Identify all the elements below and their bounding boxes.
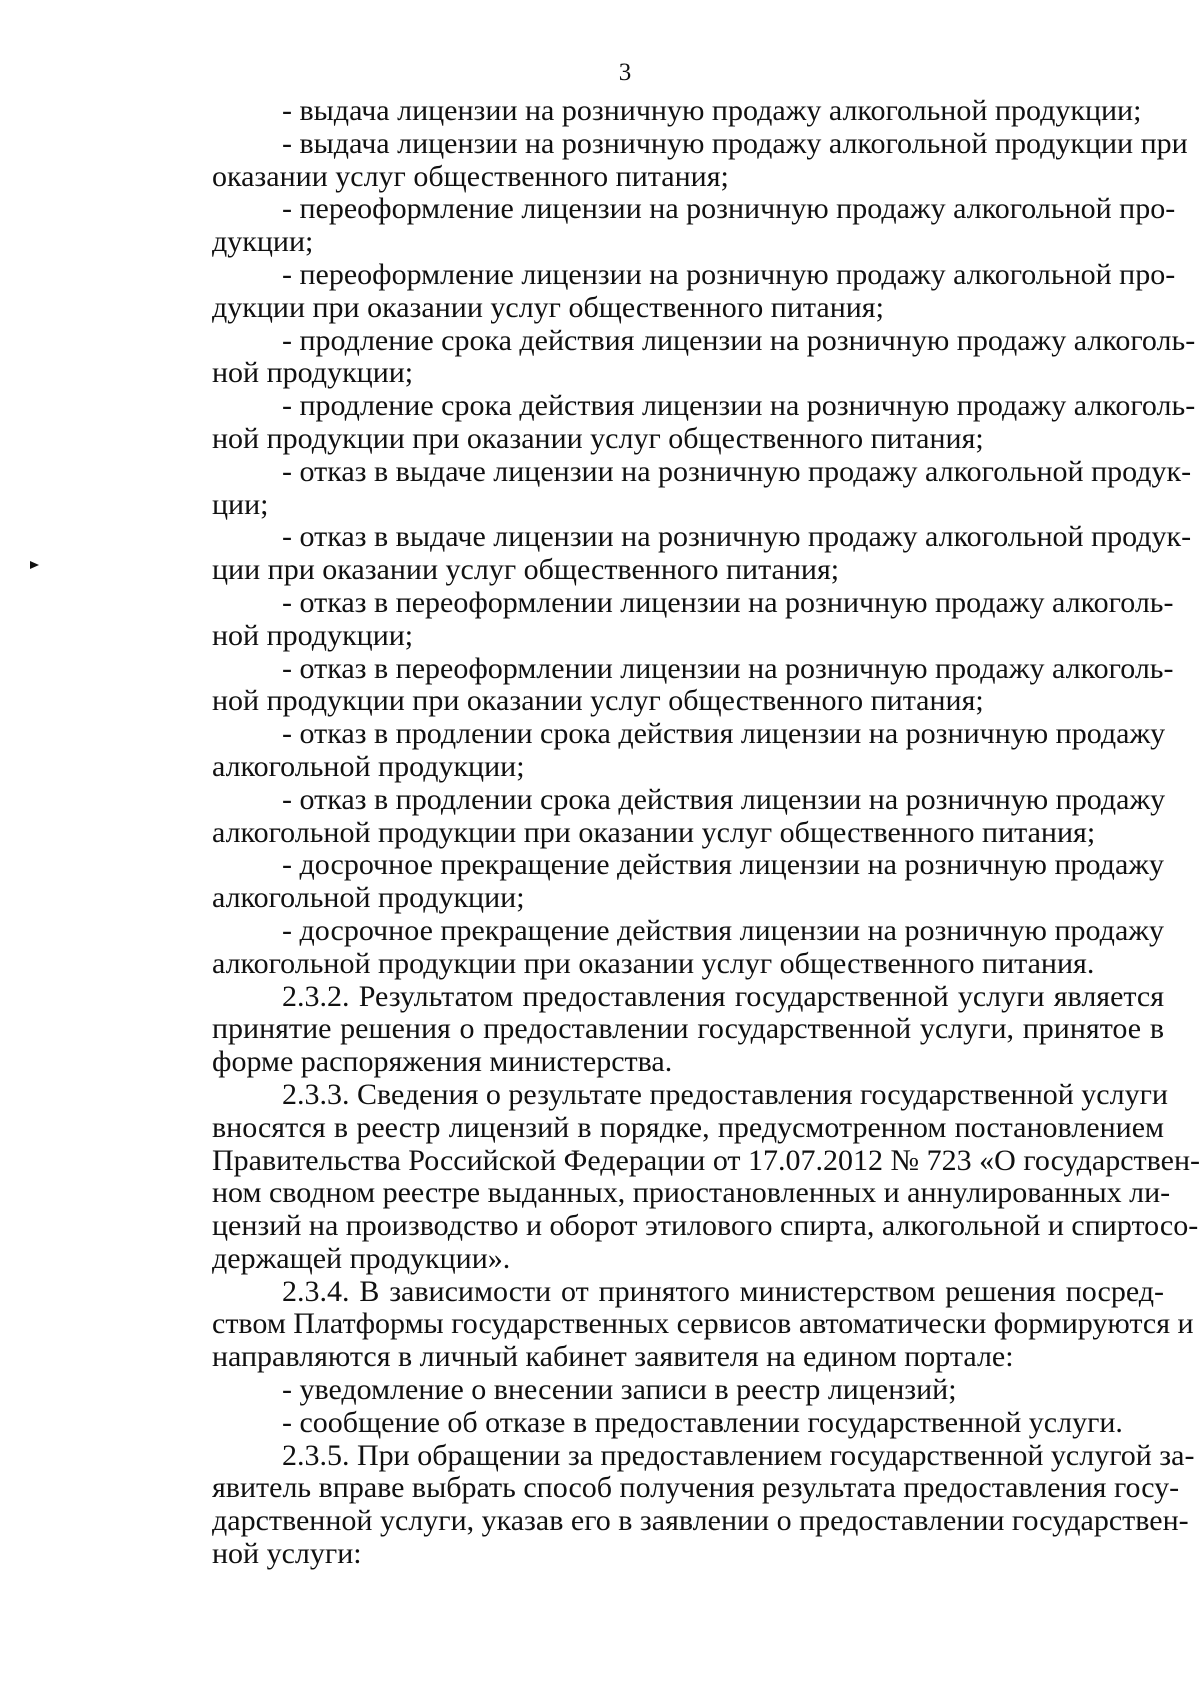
text-line: алкогольной продукции при оказании услуг общественного питания. — [212, 946, 1095, 980]
text-line: ной услуги: — [212, 1537, 362, 1571]
text-line: алкогольной продукции; — [212, 749, 525, 783]
text-line: алкогольной продукции; — [212, 881, 525, 915]
text-line: ции при оказании услуг общественного питания; — [212, 553, 840, 587]
text-line: - отказ в переоформлении лицензии на розничную продажу алкоголь- — [282, 651, 1174, 685]
text-line: ной продукции при оказании услуг общественного питания; — [212, 421, 984, 455]
text-line: 2.3.5. При обращении за предоставлением государственной услугой за- — [282, 1438, 1195, 1472]
text-line: оказании услуг общественного питания; — [212, 159, 729, 193]
text-line: - выдача лицензии на розничную продажу алкогольной продукции при — [282, 126, 1188, 160]
text-line: - отказ в продлении срока действия лицензии на розничную продажу — [282, 717, 1166, 751]
page-number: 3 — [618, 59, 632, 86]
text-line: 2.3.4. В зависимости от принятого министерством решения посред- — [282, 1274, 1164, 1308]
text-line: - досрочное прекращение действия лицензии на розничную продажу — [282, 913, 1164, 947]
text-line: дукции; — [212, 225, 314, 259]
text-line: ном сводном реестре выданных, приостановленных и аннулированных ли- — [212, 1176, 1171, 1210]
text-line: цензий на производство и оборот этилового спирта, алкогольной и спиртосо- — [212, 1209, 1199, 1243]
text-line: - отказ в переоформлении лицензии на розничную продажу алкоголь- — [282, 585, 1174, 619]
text-line: ной продукции; — [212, 618, 414, 652]
text-line: держащей продукции». — [212, 1241, 511, 1275]
text-line: - отказ в продлении срока действия лицензии на розничную продажу — [282, 782, 1166, 816]
text-line: вносятся в реестр лицензий в порядке, предусмотренном постановлением — [212, 1110, 1164, 1144]
text-line: - переоформление лицензии на розничную продажу алкогольной про- — [282, 257, 1176, 291]
text-line: ции; — [212, 487, 269, 521]
text-line: форме распоряжения министерства. — [212, 1045, 673, 1079]
text-line: - отказ в выдаче лицензии на розничную продажу алкогольной продук- — [282, 520, 1192, 554]
text-line: - продление срока действия лицензии на розничную продажу алкоголь- — [282, 389, 1196, 423]
text-line: ством Платформы государственных сервисов автоматически формируются и — [212, 1307, 1194, 1341]
text-line: Правительства Российской Федерации от 17.07.2012 № 723 «О государствен- — [212, 1143, 1200, 1177]
text-line: принятие решения о предоставлении государственной услуги, принятое в — [212, 1012, 1164, 1046]
text-line: - выдача лицензии на розничную продажу алкогольной продукции; — [282, 94, 1142, 127]
text-line: алкогольной продукции при оказании услуг общественного питания; — [212, 815, 1096, 849]
text-line: дарственной услуги, указав его в заявлении о предоставлении государствен- — [212, 1504, 1189, 1538]
text-line: - продление срока действия лицензии на розничную продажу алкоголь- — [282, 323, 1196, 357]
text-line: явитель вправе выбрать способ получения результата предоставления госу- — [212, 1471, 1180, 1505]
document-body — [212, 94, 1200, 1571]
text-line: - отказ в выдаче лицензии на розничную продажу алкогольной продук- — [282, 454, 1192, 488]
text-line: направляются в личный кабинет заявителя на едином портале: — [212, 1340, 1014, 1374]
text-line: - переоформление лицензии на розничную продажу алкогольной про- — [282, 192, 1176, 226]
text-line: ной продукции при оказании услуг общественного питания; — [212, 684, 984, 718]
text-line: 2.3.3. Сведения о результате предоставления государственной услуги — [282, 1077, 1168, 1111]
margin-mark — [30, 561, 39, 569]
text-line: 2.3.2. Результатом предоставления государственной услуги является — [282, 979, 1164, 1013]
text-line: ной продукции; — [212, 356, 414, 390]
text-line: - досрочное прекращение действия лицензии на розничную продажу — [282, 848, 1164, 882]
text-line: - уведомление о внесении записи в реестр лицензий; — [282, 1373, 957, 1407]
text-line: - сообщение об отказе в предоставлении государственной услуги. — [282, 1405, 1123, 1439]
text-line: дукции при оказании услуг общественного питания; — [212, 290, 884, 324]
